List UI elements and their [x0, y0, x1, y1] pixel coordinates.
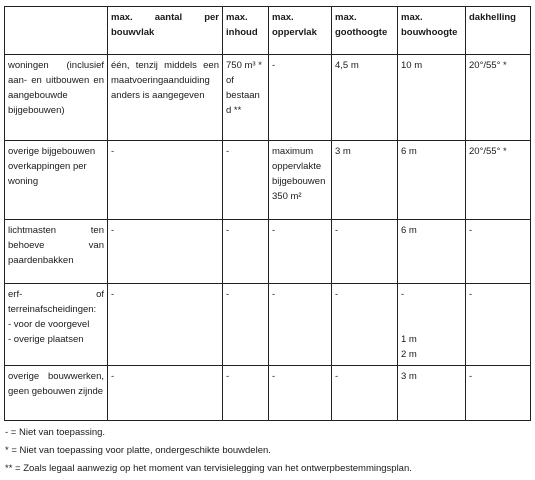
table-header-row	[5, 7, 531, 55]
header-max-bouwhoogte: max. bouwhoogte	[398, 7, 466, 55]
cell-max-bouwhoogte-dash: -	[401, 289, 405, 300]
table-row	[5, 220, 531, 284]
cell-dakhelling: 20°/55° *	[466, 141, 531, 220]
cell-max-bouwhoogte: 6 m	[398, 220, 466, 284]
row-label: overige bijgebouwen overkappingen per woning	[5, 141, 108, 220]
cell-max-bouwhoogte: 6 m	[398, 141, 466, 220]
cell-max-goothoogte: 4,5 m	[332, 55, 398, 141]
header-dakhelling: dakhelling	[466, 7, 531, 55]
footnotes	[5, 424, 530, 478]
cell-dakhelling: 20°/55° *	[466, 55, 531, 141]
table-row	[5, 284, 531, 366]
footnote-dash: - = Niet van toepassing.	[5, 427, 106, 438]
header-max-goothoogte: max. goothoogte	[332, 7, 398, 55]
cell-max-aantal: -	[108, 141, 223, 220]
header-empty	[5, 7, 108, 55]
cell-max-oppervlak: -	[269, 220, 332, 284]
row-label: lichtmasten ten behoeve van paardenbakken	[5, 220, 108, 284]
cell-max-bouwhoogte: 10 m	[398, 55, 466, 141]
cell-max-aantal: -	[108, 366, 223, 421]
row-label: woningen (inclusief aan- en uitbouwen en aangebouwde bijgebouwen)	[5, 55, 108, 141]
cell-max-goothoogte: -	[332, 220, 398, 284]
cell-max-inhoud: -	[223, 220, 269, 284]
cell-max-aantal: -	[108, 220, 223, 284]
row-label-sub: - overige plaatsen	[8, 334, 84, 345]
row-label: overige bouwwerken, geen gebouwen zijnde	[5, 366, 108, 421]
cell-max-oppervlak: -	[269, 55, 332, 141]
cell-max-inhoud: -	[223, 141, 269, 220]
row-label-sub: - voor de voorgevel	[8, 319, 90, 330]
footnote-double-star: ** = Zoals legaal aanwezig op het moment van tervisielegging van het ontwerpbestemmingsplan.	[5, 463, 412, 474]
cell-max-bouwhoogte-overig: 2 m	[401, 349, 417, 360]
row-label-main: erf- of terreinafscheidingen:	[8, 289, 104, 315]
regulations-table	[4, 6, 531, 421]
cell-max-goothoogte: -	[332, 366, 398, 421]
footnote-star: * = Niet van toepassing voor platte, ondergeschikte bouwdelen.	[5, 445, 271, 456]
table-row	[5, 141, 531, 220]
cell-max-goothoogte: 3 m	[332, 141, 398, 220]
cell-max-aantal: één, tenzij middels een maatvoeringaanduiding anders is aangegeven	[108, 55, 223, 141]
table-row	[5, 366, 531, 421]
header-max-oppervlak: max. oppervlak	[269, 7, 332, 55]
header-max-aantal: max. aantal per bouwvlak	[108, 7, 223, 55]
cell-max-inhoud: 750 m³ * of bestaand **	[223, 55, 269, 141]
cell-max-oppervlak: maximum oppervlakte bijgebouwen 350 m²	[269, 141, 332, 220]
cell-dakhelling: -	[466, 220, 531, 284]
cell-max-oppervlak: -	[269, 366, 332, 421]
cell-max-aantal: -	[108, 284, 223, 366]
cell-max-oppervlak: -	[269, 284, 332, 366]
table-row	[5, 55, 531, 141]
cell-max-bouwhoogte	[398, 284, 466, 366]
cell-max-bouwhoogte-voorgevel: 1 m	[401, 334, 417, 345]
cell-max-inhoud: -	[223, 284, 269, 366]
row-label	[5, 284, 108, 366]
cell-max-goothoogte: -	[332, 284, 398, 366]
cell-dakhelling: -	[466, 284, 531, 366]
header-max-inhoud: max. inhoud	[223, 7, 269, 55]
cell-max-bouwhoogte: 3 m	[398, 366, 466, 421]
cell-dakhelling: -	[466, 366, 531, 421]
cell-max-inhoud: -	[223, 366, 269, 421]
